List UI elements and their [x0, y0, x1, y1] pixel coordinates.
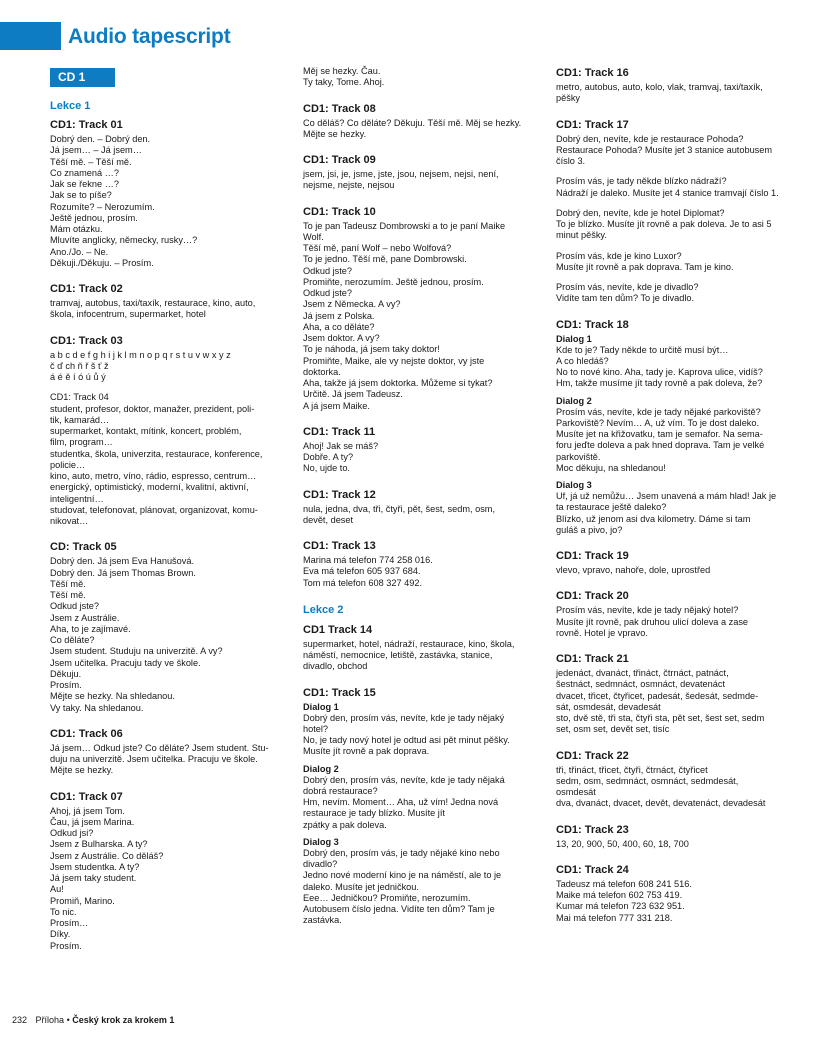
text-line: tik, kamarád… [50, 414, 110, 425]
text-line: divadlo? [303, 859, 338, 869]
text-line: film, program… [50, 437, 113, 448]
text-line: Tadeusz má telefon 608 241 516. [556, 878, 692, 889]
track-lines [50, 743, 288, 777]
column-1 [50, 66, 288, 952]
paragraphs [556, 134, 800, 305]
track-title: CD1: Track 24 [556, 863, 629, 876]
lesson-heading: Lekce 2 [303, 603, 344, 616]
track-title: CD1 Track 14 [303, 623, 373, 636]
text-line: pěšky [556, 93, 581, 104]
text-line: kino, auto, metro, víno, rádio, espresso, centrum… [50, 471, 257, 481]
text-line: supermarket, kontakt, mítink, koncert, problém, [50, 426, 242, 436]
text-line: Mai má telefon 777 331 218. [556, 912, 673, 923]
text-line: Co děláš? Co děláte? Děkuju. Těší mě. Měj se hezky. [303, 117, 522, 128]
text-line: Musíte jet na křižovatku, tam je semafor. Na sema- [556, 429, 763, 439]
track-title: CD1: Track 11 [303, 425, 376, 438]
text-line: Ahoj, já jsem Tom. [50, 805, 125, 816]
text-line: Prosím… [50, 918, 89, 928]
text-line: Rozumíte? – Nerozumím. [50, 201, 155, 212]
track-01 [50, 118, 288, 269]
text-line: A co hledáš? [556, 355, 609, 366]
track-12 [303, 488, 541, 527]
text-line: Aha, to je zajímavé. [50, 623, 131, 634]
track-title: CD1: Track 02 [50, 283, 123, 295]
text-line: Mám otázku. [50, 224, 103, 234]
text-line: Dobrý den. Já jsem Eva Hanušová. [50, 556, 195, 567]
text-line: Kde to je? Tady někde to určitě musí být… [556, 344, 729, 355]
track-lines [303, 441, 541, 475]
text-line: Jak se řekne …? [50, 179, 119, 189]
track-22 [556, 749, 800, 810]
page-number: 232 [12, 1015, 28, 1025]
track-15 [303, 686, 541, 927]
text-line: tramvaj, autobus, taxi/taxík, restaurace, kino, auto, [50, 298, 256, 308]
text-line: Jsem z Austrálie. Co děláš? [50, 850, 164, 861]
text-line: sát, osmdesát, devadesát [556, 701, 661, 712]
dialog-label: Dialog 3 [303, 836, 339, 847]
dialog-label: Dialog 1 [556, 333, 592, 344]
dialog-lines [556, 345, 800, 390]
track-title: CD1: Track 15 [303, 686, 376, 699]
text-line: tři, třináct, třicet, čtyři, čtrnáct, čtyřicet [556, 764, 708, 775]
dialog-lines [303, 848, 541, 927]
text-line: Parkoviště? Nevím… A, už vím. To je dost daleko. [556, 417, 760, 428]
text-line: Autobusem číslo jedna. Vidíte ten dům? Tam je [303, 904, 495, 914]
text-line: Prosím. [50, 940, 82, 951]
text-line: To je blízko. Musíte jít rovně a pak doleva. Je to asi 5 [556, 219, 772, 229]
text-line: Tom má telefon 608 327 492. [303, 577, 423, 588]
track-lines [50, 298, 288, 321]
text-line: škola, infocentrum, supermarket, hotel [50, 309, 206, 320]
text-line: Měj se hezky. Čau. [303, 66, 381, 76]
text-line: No, je tady nový hotel je odtud asi pět minut pěšky. [303, 735, 510, 745]
text-line: Co znamená …? [50, 167, 119, 178]
text-line: Já jsem… Odkud jste? Co děláte? Jsem student. Stu- [50, 742, 269, 753]
text-line: Co děláte? [50, 635, 95, 645]
text-line: rovně. Hotel je vpravo. [556, 627, 648, 638]
dialogs [556, 334, 800, 537]
text-line: policie… [50, 459, 86, 470]
track-06 [50, 727, 288, 777]
text-line: To nic. [50, 906, 77, 917]
text-line: Aha, a co děláte? [303, 321, 375, 332]
track-04-title: CD1: Track 04 [50, 392, 109, 403]
text-line: Ano./Jo. – Ne. [50, 246, 109, 257]
track-17 [556, 118, 800, 305]
track-title: CD1: Track 19 [556, 550, 629, 562]
text-line: inteligentní… [50, 493, 104, 504]
track-09 [303, 153, 541, 192]
text-line: Prosím vás, kde je kino Luxor? [556, 250, 682, 261]
text-line: Těší mě. [50, 578, 86, 589]
text-line: A já jsem Maike. [303, 400, 370, 411]
track-title: CD1: Track 22 [556, 749, 629, 762]
text-line: Promiňte, nerozumím. Ještě jednou, prosím. [303, 276, 484, 287]
text-line: Jsem studentka. A ty? [50, 861, 140, 872]
text-line: Dobrý den. Já jsem Thomas Brown. [50, 567, 196, 578]
track-lines [50, 806, 288, 952]
text-line: Prosím vás, nevíte, kde je tady nějaký hotel? [556, 605, 739, 616]
text-line: Maike má telefon 602 753 419. [556, 890, 683, 900]
text-line: zastávka. [303, 915, 342, 926]
text-line: Dobrý den, prosím vás, nevíte, kde je tady nějaký [303, 712, 505, 723]
text-line: Musíte jít rovně a pak doprava. [303, 746, 430, 757]
track-21 [556, 652, 800, 736]
dialogs [303, 702, 541, 927]
text-line: jsem, jsi, je, jsme, jste, jsou, nejsem, nejsi, není, [303, 169, 499, 179]
track-title: CD1: Track 17 [556, 118, 629, 131]
track-title: CD1: Track 20 [556, 590, 629, 603]
text-line: Ty taky, Tome. Ahoj. [303, 77, 385, 88]
track-lines [303, 639, 541, 673]
track-lines [303, 118, 541, 141]
text-line: Čau, já jsem Marina. [50, 816, 135, 827]
text-line: jedenáct, dvanáct, třináct, čtrnáct, patnáct, [556, 668, 729, 678]
dialog-lines [556, 491, 800, 536]
footer-section: Příloha [35, 1015, 65, 1025]
text-line: Dobrý den. – Dobrý den. [50, 134, 151, 144]
paragraph [556, 176, 800, 199]
text-line: Aha, takže já jsem doktorka. Můžeme si tykat? [303, 378, 493, 388]
track-title: CD1: Track 21 [556, 653, 629, 665]
track-14 [303, 623, 541, 673]
text-line: Jsem z Bulharska. A ty? [50, 839, 148, 850]
text-line: Dobrý den, nevíte, kde je restaurace Pohoda? [556, 133, 744, 144]
column-3 [556, 66, 800, 924]
track-title: CD1: Track 07 [50, 790, 123, 803]
text-line: student, profesor, doktor, manažer, prezident, poli- [50, 403, 255, 414]
track-19 [556, 549, 800, 576]
track-13 [303, 539, 541, 589]
track-lines [556, 765, 800, 810]
track-07 [50, 790, 288, 952]
track-11 [303, 425, 541, 475]
text-line: Uf, já už nemůžu… Jsem unavená a mám hlad! Jak je [556, 491, 777, 501]
text-line: Musíte jít rovně, pak druhou ulicí doleva a zase [556, 616, 749, 627]
text-line: Jsem z Austrálie. [50, 612, 120, 623]
lesson-heading: Lekce 1 [50, 100, 91, 112]
text-line: minut pěšky. [556, 230, 607, 241]
text-line: Vidíte tam ten dům? To je divadlo. [556, 293, 695, 304]
column-2 [303, 66, 541, 927]
track-lines [303, 66, 541, 89]
dialog-label: Dialog 2 [303, 763, 339, 774]
text-line: Vy taky. Na shledanou. [50, 702, 144, 713]
track-lines [303, 169, 541, 192]
text-line: metro, autobus, auto, kolo, vlak, tramvaj, taxi/taxík, [556, 82, 763, 92]
text-line: sto, dvě stě, tři sta, čtyři sta, pět set, šest set, sedm [556, 713, 765, 723]
track-title: CD1: Track 06 [50, 727, 123, 740]
text-line: set, osm set, devět set, tisíc [556, 724, 670, 735]
text-line: Promiň, Marino. [50, 895, 115, 906]
text-line: Ahoj! Jak se máš? [303, 440, 379, 451]
text-line: Eee… Jedničkou? Promiňte, nerozumím. [303, 892, 471, 903]
track-title: CD1: Track 18 [556, 318, 629, 331]
text-line: Těší mě. [50, 590, 86, 600]
text-line: daleko. Musíte jet jedničkou. [303, 881, 419, 892]
text-line: Marina má telefon 774 258 016. [303, 555, 433, 565]
text-line: doktorka. [303, 366, 341, 377]
dialog-label: Dialog 2 [556, 395, 592, 406]
track-title: CD1: Track 08 [303, 102, 376, 115]
text-line: Ještě jednou, prosím. [50, 212, 138, 223]
track-lines [50, 556, 288, 714]
text-line: dva, dvanáct, dvacet, devět, devatenáct, devadesát [556, 798, 766, 809]
page-title: Audio tapescript [68, 25, 231, 48]
text-line: Odkud jste? [303, 265, 353, 276]
track-lines [556, 565, 800, 576]
text-line: nula, jedna, dva, tři, čtyři, pět, šest, sedm, osm, [303, 503, 495, 514]
text-line: Jsem učitelka. Pracuju tady ve škole. [50, 657, 201, 668]
text-line: Hm, nevím. Moment… Aha, už vím! Jedna nová [303, 797, 499, 807]
cd-badge: CD 1 [50, 68, 115, 87]
text-line: No to nové kino. Aha, tady je. Kaprova ulice, vidíš? [556, 367, 763, 377]
track-title: CD1: Track 09 [303, 154, 376, 166]
dialog-label: Dialog 3 [556, 480, 592, 490]
dialog-lines [303, 713, 541, 758]
track-16 [556, 66, 800, 105]
track-20 [556, 589, 800, 639]
text-line: dvacet, třicet, čtyřicet, padesát, šedesát, sedmde- [556, 690, 759, 701]
text-line: á é ě í ó ú ů ý [50, 372, 106, 382]
text-line: Prosím vás, je tady někde blízko nádraží? [556, 176, 727, 187]
text-line: osmdesát [556, 787, 596, 797]
text-line: Dobrý den, prosím vás, nevíte, kde je tady nějaká [303, 774, 505, 785]
text-line: ta restaurace ještě daleko? [556, 502, 667, 513]
text-line: zpátky a pak doleva. [303, 819, 387, 830]
text-line: studovat, telefonovat, plánovat, organizovat, komu- [50, 504, 258, 515]
footer-bullet: • [66, 1015, 70, 1025]
paragraph [556, 208, 800, 242]
text-line: To je náhoda, já jsem taky doktor! [303, 344, 440, 355]
text-line: guláš a pivo, jo? [556, 524, 623, 535]
text-line: nejsme, nejste, nejsou [303, 180, 395, 191]
text-line: studentka, škola, univerzita, restaurace, konference, [50, 448, 263, 459]
text-line: a b c d e f g h i j k l m n o p q r s t u v w x y z [50, 349, 231, 360]
footer-book-title: Český krok za krokem 1 [72, 1015, 175, 1025]
text-line: Musíte jít rovně a pak doprava. Tam je kino. [556, 261, 734, 272]
text-line: Mluvíte anglicky, německy, rusky…? [50, 235, 198, 246]
text-line: nikovat… [50, 516, 89, 526]
track-24 [556, 863, 800, 924]
text-line: Dobře. A ty? [303, 452, 354, 462]
text-line: Moc děkuju, na shledanou! [556, 462, 666, 473]
text-line: To je jedno. Těší mě, pane Dombrowski. [303, 254, 467, 265]
track-07-continued [303, 66, 541, 89]
track-03 [50, 334, 288, 528]
track-title: CD1: Track 23 [556, 823, 629, 836]
track-lines [556, 879, 800, 924]
text-line: náměstí, nemocnice, letiště, zastávka, stanice, [303, 650, 493, 660]
track-04-lines [50, 404, 288, 528]
text-line: Hm, takže musíme jít tady rovně a pak doleva, že? [556, 378, 763, 389]
text-line: Odkud jste? [303, 288, 353, 298]
track-lines [556, 839, 800, 850]
track-05 [50, 540, 288, 714]
paragraph [556, 134, 800, 168]
text-line: Au! [50, 884, 64, 895]
track-title: CD1: Track 13 [303, 540, 376, 552]
paragraph [556, 282, 800, 305]
track-18 [556, 318, 800, 537]
track-title: CD1: Track 03 [50, 334, 123, 347]
track-title: CD1: Track 10 [303, 205, 376, 218]
text-line: Eva má telefon 605 937 684. [303, 566, 421, 577]
text-line: Mějte se hezky. [303, 128, 367, 139]
dialog-lines [303, 775, 541, 831]
track-08 [303, 102, 541, 141]
text-line: Dobrý den, nevíte, kde je hotel Diplomat? [556, 207, 725, 218]
alphabet-lines [50, 350, 288, 384]
track-title: CD: Track 05 [50, 541, 117, 554]
text-line: Já jsem z Polska. [303, 310, 375, 321]
text-line: Děkuji./Děkuju. – Prosím. [50, 257, 154, 268]
text-line: Promiňte, Maike, ale vy nejste doktor, vy jste [303, 355, 485, 366]
text-line: Prosím vás, nevíte, kde je tady nějaké parkoviště? [556, 406, 761, 417]
track-lines [556, 82, 800, 105]
text-line: č ď ch ň ř š ť ž [50, 360, 109, 371]
text-line: Těší mě. – Těší mě. [50, 156, 132, 167]
text-line: Jsem z Německa. A vy? [303, 299, 401, 310]
text-line: Jsem doktor. A vy? [303, 333, 380, 343]
text-line: Odkud jsi? [50, 828, 94, 838]
text-line: Já jsem taky student. [50, 873, 137, 883]
track-lines [50, 134, 288, 269]
text-line: supermarket, hotel, nádraží, restaurace, kino, škola, [303, 638, 515, 649]
track-lines [303, 221, 541, 412]
text-line: Já jsem… – Já jsem… [50, 145, 142, 156]
track-lines [556, 668, 800, 736]
paragraph [556, 251, 800, 274]
text-line: Odkud jste? [50, 601, 100, 612]
track-lines [303, 504, 541, 527]
text-line: 13, 20, 900, 50, 400, 60, 18, 700 [556, 838, 689, 849]
text-line: To je pan Tadeusz Dombrowski a to je paní Maike [303, 220, 506, 231]
dialog-lines [556, 407, 800, 475]
text-line: Jak se to píše? [50, 190, 112, 201]
text-line: Díky. [50, 929, 71, 940]
text-line: No, ujde to. [303, 463, 350, 474]
text-line: energický, optimistický, moderní, kvalitní, aktivní, [50, 482, 249, 493]
text-line: Blízko, už jenom asi dva kilometry. Dáme si tam [556, 513, 751, 524]
text-line: Kumar má telefon 723 632 951. [556, 901, 685, 912]
text-line: Jsem student. Studuju na univerzitě. A vy? [50, 646, 223, 657]
track-02 [50, 282, 288, 321]
text-line: šestnáct, sedmnáct, osmnáct, devatenáct [556, 679, 726, 690]
track-title: CD1: Track 16 [556, 67, 629, 79]
text-line: Jedno nové moderní kino je na náměstí, ale to je [303, 870, 502, 881]
text-line: sedm, osm, sedmnáct, osmnáct, sedmdesát, [556, 775, 739, 786]
text-line: Nádraží je daleko. Musíte jet 4 stanice tramvají číslo 1. [556, 187, 779, 198]
track-23 [556, 823, 800, 850]
text-line: vlevo, vpravo, nahoře, dole, uprostřed [556, 565, 711, 575]
text-line: restaurace je tady blízko. Musíte jít [303, 808, 445, 819]
track-title: CD1: Track 01 [50, 119, 123, 131]
text-line: Určitě. Já jsem Tadeusz. [303, 389, 403, 400]
text-line: devět, deset [303, 514, 354, 525]
page-footer [12, 1014, 174, 1026]
text-line: Dobrý den, prosím vás, je tady nějaké kino nebo [303, 847, 500, 858]
text-line: hotel? [303, 723, 329, 734]
text-line: Wolf. [303, 231, 324, 242]
header-accent-bar [0, 22, 61, 50]
text-line: dobrá restaurace? [303, 785, 378, 796]
text-line: číslo 3. [556, 156, 586, 166]
text-line: Prosím. [50, 680, 82, 690]
text-line: Děkuju. [50, 668, 82, 679]
text-line: Těší mě, paní Wolf – nebo Wolfová? [303, 243, 452, 253]
text-line: duju na univerzitě. Jsem učitelka. Pracuju ve škole. [50, 754, 258, 764]
text-line: Restaurace Pohoda? Musíte jet 3 stanice autobusem [556, 144, 773, 155]
track-10 [303, 205, 541, 412]
track-title: CD1: Track 12 [303, 488, 376, 501]
text-line: parkoviště. [556, 451, 601, 462]
text-line: divadlo, obchod [303, 661, 368, 672]
dialog-label: Dialog 1 [303, 701, 339, 712]
text-line: foru jeďte doleva a pak hned doprava. Tam je velké [556, 440, 765, 451]
cd-header-block [50, 66, 288, 113]
track-lines [303, 555, 541, 589]
text-line: Mějte se hezky. Na shledanou. [50, 691, 175, 702]
text-line: Prosím vás, nevíte, kde je divadlo? [556, 282, 699, 292]
track-lines [556, 605, 800, 639]
text-line: Mějte se hezky. [50, 765, 114, 776]
